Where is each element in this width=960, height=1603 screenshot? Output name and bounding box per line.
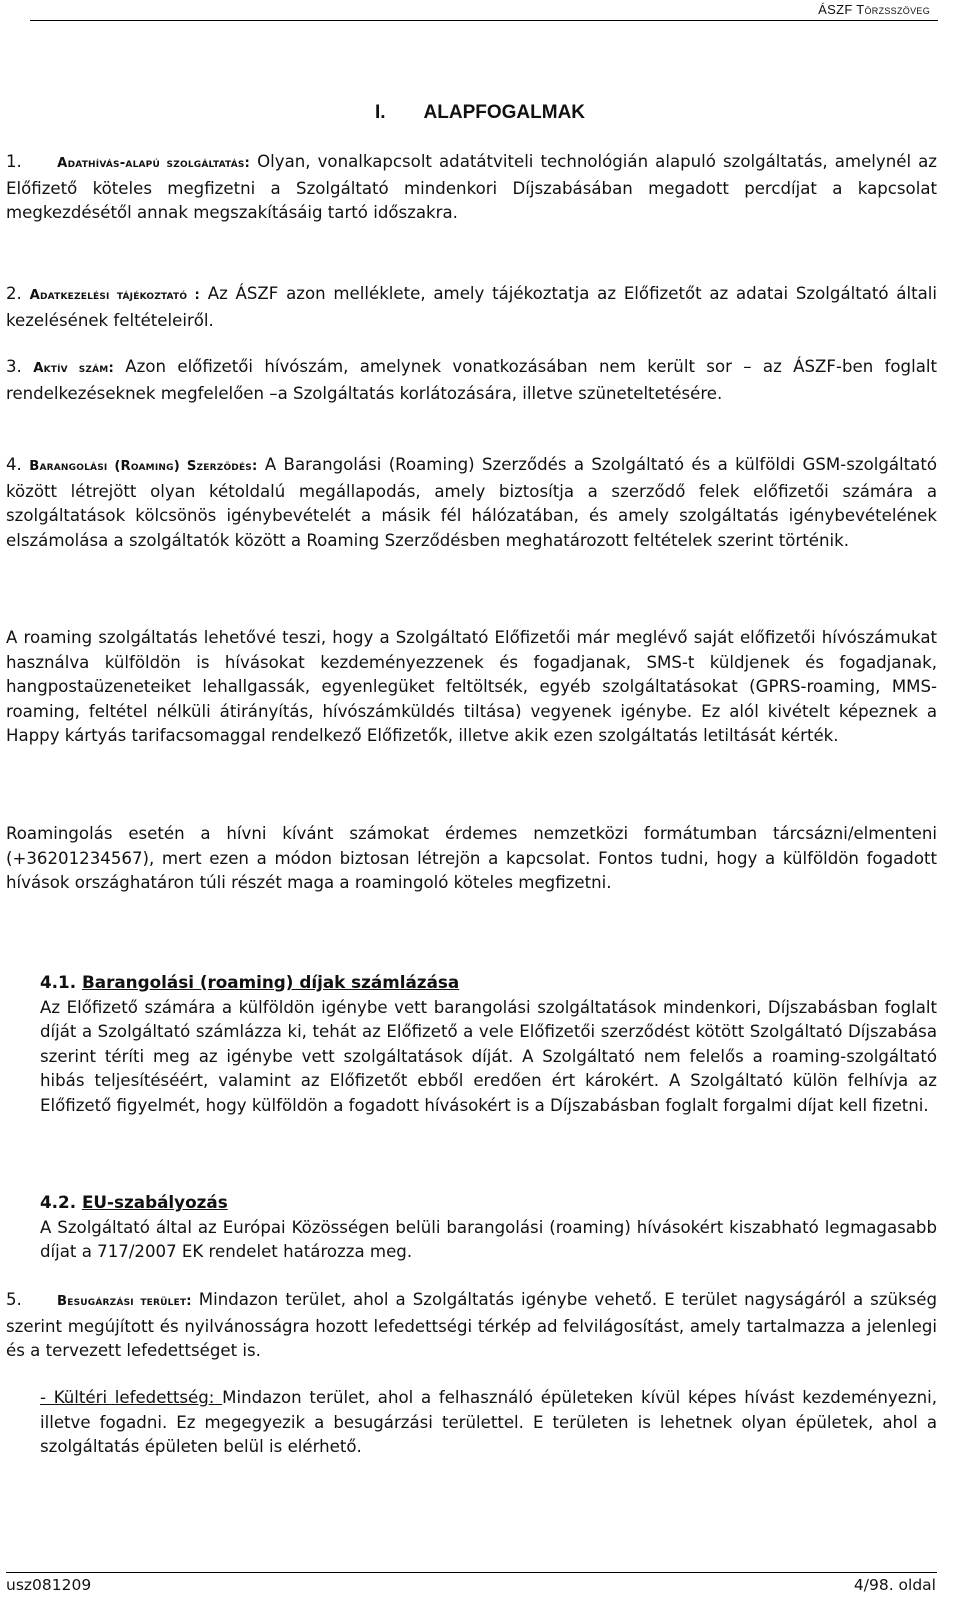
definition-item-2 <box>6 282 937 333</box>
outdoor-coverage-label: - Kültéri lefedettség: <box>40 1388 223 1407</box>
subsection-4-1 <box>40 970 937 1119</box>
subsection-title: Barangolási (roaming) díjak számlázása <box>81 972 460 992</box>
subsection-4-1-heading <box>40 972 459 992</box>
outdoor-coverage <box>40 1386 937 1460</box>
subsection-title: EU-szabályozás <box>81 1192 228 1212</box>
roaming-paragraph-2: Roamingolás esetén a hívni kívánt számokat érdemes nemzetközi formátumban tárcsázni/elmenteni (+36201234567), mert ezen a módon biztosan létrejön a kapcsolat. Fontos tudni, hogy a külföldön fogadott hívások országhatáron túli részét maga a roamingoló köteles megfizetni. <box>6 824 937 893</box>
footer-doc-id: usz081209 <box>6 1576 92 1594</box>
outdoor-coverage-text: Mindazon terület, ahol a felhasználó épületeken kívül képes hívást kezdeményezni, illetve fogadni. Ez megegyezik a besugárzási területtel. E területen is lehetnek olyan épületek, ahol a szolgáltatás épületen belül is elérhető. <box>40 1388 938 1457</box>
item-term: Barangolási (Roaming) Szerződés: <box>29 459 258 474</box>
item-number: 4. <box>6 455 22 474</box>
item-number: 1. <box>6 152 22 171</box>
subsection-4-2-heading <box>40 1192 228 1212</box>
subsection-4-2 <box>40 1190 937 1265</box>
subsection-number: 4.2. <box>40 1192 77 1212</box>
item-text: Azon előfizetői hívószám, amelynek vonatkozásában nem került sor – az ÁSZF-ben foglalt rendelkezéseknek megfelelően –a Szolgáltatás korlátozására, illetve szüneteltetésére. <box>6 357 937 403</box>
item-number: 5. <box>6 1290 22 1309</box>
definition-item-1 <box>6 150 937 226</box>
item-number: 3. <box>6 357 22 376</box>
definition-item-4 <box>6 453 937 553</box>
item-term: Besugárzási terület: <box>57 1294 192 1309</box>
header-rule <box>30 20 938 21</box>
item-text: Az ÁSZF azon melléklete, amely tájékoztatja az Előfizetőt az adatai Szolgáltató általi kezelésének feltételeiről. <box>6 284 937 330</box>
roaming-paragraph-1: A roaming szolgáltatás lehetővé teszi, hogy a Szolgáltató Előfizetői már meglévő saját előfizetői hívószámukat használva külföldön is hívásokat kezdeményezzenek és fogadjanak, SMS-t küldjenek és fogadjanak, hangpostaüzeneteiket lehallgassák, egyenlegüket feltöltsék, egyéb szolgáltatásokat (GPRS-roaming, MMS-roaming, feltétel nélküli átirányítás, hívószámküldés tiltása) vegyenek igénybe. Ez alól kivételt képeznek a Happy kártyás tarifacsomaggal rendelkező Előfizetők, illetve akik ezen szolgáltatás letiltását kérték. <box>6 628 937 746</box>
header-title: ÁSZF Törzsszöveg <box>818 2 930 17</box>
subsection-number: 4.1. <box>40 972 77 992</box>
item-text: Olyan, vonalkapcsolt adatátviteli technológián alapuló szolgáltatás, amelynél az Előfizető köteles megfizetni a Szolgáltató mindenkori Díjszabásában megadott percdíjat a kapcsolat megkezdésétől annak megszakításáig tartó időszakra. <box>6 152 938 223</box>
chapter-title: ALAPFOGALMAK <box>423 102 586 123</box>
item-term: Adatkezelési tájékoztató : <box>29 288 200 303</box>
subsection-text: A Szolgáltató által az Európai Közösségen belüli barangolási (roaming) hívásokért kiszabható legmagasabb díjat a 717/2007 EK rendelet határozza meg. <box>40 1217 937 1262</box>
footer-rule <box>6 1572 937 1573</box>
chapter-heading <box>0 102 960 124</box>
chapter-number: I. <box>374 102 386 123</box>
definition-item-5 <box>6 1288 937 1364</box>
item-term: Adathívás-alapú szolgáltatás: <box>57 156 251 171</box>
definition-item-3 <box>6 355 937 406</box>
item-number: 2. <box>6 284 22 303</box>
footer-page-number: 4/98. oldal <box>853 1576 936 1594</box>
item-text: A Barangolási (Roaming) Szerződés a Szolgáltató és a külföldi GSM-szolgáltató között létrejött olyan kétoldalú megállapodás, amely biztosítja a szerződő felek előfizetői számára a szolgáltatások kölcsönös igénybevételét a másik fél hálózatában, és amely szolgáltatás igénybevételének elszámolása a szolgáltatók között a Roaming Szerződésben meghatározott feltételek szerint történik. <box>6 455 937 550</box>
item-term: Aktív szám: <box>33 361 114 376</box>
subsection-text: Az Előfizető számára a külföldön igénybe vett barangolási szolgáltatások mindenkori, Díjszabásban foglalt díját a Szolgáltató számlázza ki, tehát az Előfizető a vele Előfizetői szerződést kötött Szolgáltató Díjszabása szerint téríti meg az igénybe vett szolgáltatások díját. A Szolgáltató nem felelős a roaming-szolgáltató hibás teljesítéséért, valamint az Előfizetőt ebből eredően ért károkért. A Szolgáltató külön felhívja az Előfizető figyelmét, hogy külföldön a fogadott hívásokért is a Díjszabásban foglalt forgalmi díjat kell fizetni. <box>40 997 937 1115</box>
item-text: Mindazon terület, ahol a Szolgáltatás igénybe vehető. E terület nagyságáról a szükség szerint megújított és nyilvánosságra hozott lefedettségi térkép ad felvilágosítást, amely tartalmazza a jelenlegi és a tervezett lefedettséget is. <box>6 1290 938 1361</box>
